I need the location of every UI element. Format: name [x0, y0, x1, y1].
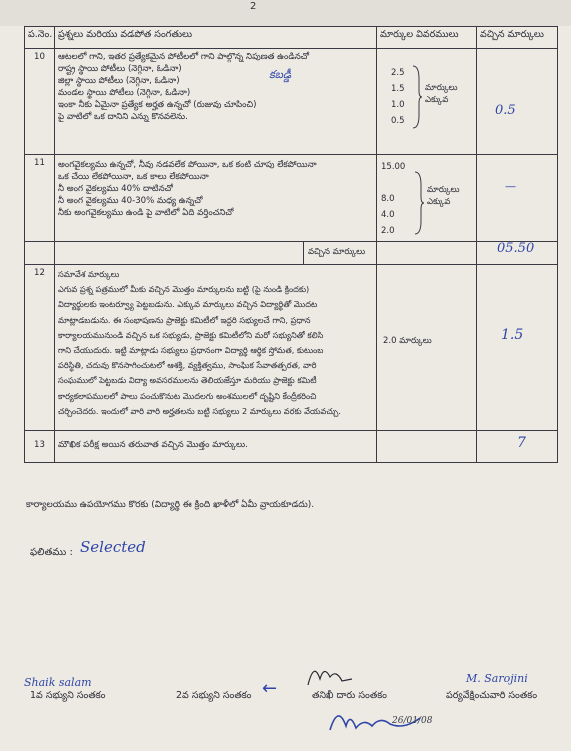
marks-desc-cell — [377, 431, 477, 463]
awarded-cell — [477, 265, 558, 431]
question-line: కార్యకలాపములలో పాలు పంచుకొనుట మొదలగు అంశములలో దృష్టిని కేంద్రీకరించి — [58, 390, 317, 401]
mark-value: 15.00 — [381, 162, 406, 172]
mark-value: 8.0 — [381, 194, 395, 204]
subtotal-empty-2 — [377, 242, 477, 265]
question-line: జిల్లా స్థాయి పోటీలు (నెగ్గినా, ఓడినా) — [58, 76, 180, 86]
marks-label: మార్కులు — [427, 185, 460, 195]
mark-value: 0.5 — [391, 116, 405, 126]
supervisor-signature: M. Sarojini — [466, 672, 528, 685]
mark-value: 2.0 — [381, 226, 395, 236]
awarded-cell — [477, 49, 558, 155]
marks-table — [24, 26, 558, 463]
section-title: సమావేశ మార్కులు — [58, 269, 120, 279]
result-label: ఫలితము : — [30, 547, 73, 558]
question-line: ఇంకా నీకు ఏమైనా ప్రత్యేక అర్హత ఉన్నచో (రుజువు చూపించి) — [58, 100, 257, 110]
top-strip — [0, 0, 571, 26]
awarded-value: 7 — [517, 435, 526, 451]
question-cell — [55, 431, 377, 463]
awarded-cell — [477, 155, 558, 242]
table-row-11 — [25, 155, 558, 242]
question-line: సంఘములో పెట్టబడు విద్యా అవసరములను తెలియజేస్తూ మరియు ప్రాజెక్టు కమిటీ — [58, 375, 317, 386]
mark-value: 4.0 — [381, 210, 395, 220]
date-stamp: 26/01/08 — [392, 716, 433, 726]
result-value: Selected — [80, 538, 146, 556]
header-marks-desc: మార్కుల వివరములు — [377, 27, 477, 49]
marks-label: మార్కులు — [425, 83, 458, 93]
marks-desc-cell — [377, 49, 477, 155]
page-number: 2 — [250, 1, 257, 12]
question-line: మాట్లాడబడును. ఈ సంభాషణను ప్రాజెక్టు కమిటీలో ఇద్దరి సభ్యులచే గాని, ప్రధాన — [58, 314, 311, 325]
awarded-value: — — [505, 180, 516, 193]
awarded-value: 1.5 — [501, 327, 524, 343]
table-row-10 — [25, 49, 558, 155]
subtotal-label: వచ్చిన మార్కులు — [303, 242, 377, 264]
question-line: పరిస్థితి, చదువు కొనసాగించుటలో ఆశక్తి, వ్యక్తిత్వము, సాంఘిక సేవాతత్పరత, వారి — [58, 360, 317, 371]
question-cell — [55, 265, 377, 431]
question-line: నీకు అంగవైకల్యము ఉండి పై వాటిలో ఏది వర్తించనిచో — [58, 208, 234, 218]
question-line: ఎగువ ప్రశ్న పత్రములో మీకు వచ్చిన మొత్తం మార్కులను బట్టి (పై నుండి క్రిందకు) — [58, 284, 310, 295]
brace-icon — [413, 171, 425, 235]
marks-label: ఎక్కువ — [425, 95, 449, 105]
row-number: 11 — [25, 155, 55, 242]
question-line: గాని చేయుదురు. ఇట్టి మాట్లాడు సభ్యులు ప్రధానంగా విద్యార్థి ఆర్థిక స్తోమత, కుటుంబ — [58, 345, 324, 356]
subtotal-label-cell — [55, 242, 377, 265]
table-header-row — [25, 27, 558, 49]
question-line: నీ అంగ వైకల్యము 40% దాటినచో — [58, 184, 173, 194]
mark-value: 2.0 మార్కులు — [383, 336, 432, 346]
subtotal-value-cell — [477, 242, 558, 265]
row-number: 12 — [25, 265, 55, 431]
header-marks-awarded: వచ్చిన మార్కులు — [477, 27, 558, 49]
marks-label: ఎక్కువ — [427, 197, 451, 207]
supervisor-label: పర్యవేక్షించువారి సంతకం — [446, 690, 538, 701]
mark-value: 1.5 — [391, 84, 405, 94]
question-line: ఆటలలో గాని, ఇతర ప్రత్యేకమైన పోటీలలో గాని పాల్గొన్న నిపుణత ఉండినచో — [58, 52, 310, 62]
question-line: చర్చించెదరు. ఇందులో వారి వారి అర్హతలను బట్టి సభ్యులు 2 మార్కులు వరకు వేయవచ్చు. — [58, 405, 341, 416]
row-number: 10 — [25, 49, 55, 155]
question-cell — [55, 155, 377, 242]
subtotal-empty — [25, 242, 55, 265]
question-line: విద్యార్థులకు ఇంటర్వ్యూ పెట్టబడును. ఎక్కువ మార్కులు వచ్చిన విద్యార్థితో మొదట — [58, 299, 318, 310]
question-line: మండల స్థాయి పోటీలు (నెగ్గినా, ఓడినా) — [58, 88, 191, 98]
member1-label: 1వ సభ్యుని సంతకం — [30, 690, 106, 701]
question-line: కార్యాలయమునుండి వచ్చిన ఒక సభ్యుడు, ప్రాజెక్టు కమిటీలోని మరో సభ్యునితో కలిసి — [58, 329, 324, 340]
question-line: నీ అంగ వైకల్యము 40-30% మధ్య ఉన్నచో — [58, 196, 203, 206]
marks-desc-cell — [377, 155, 477, 242]
subtotal-value: 05.50 — [497, 241, 535, 256]
arrow-icon: ← — [262, 678, 278, 699]
header-sno: ప.నెం. — [25, 27, 55, 49]
mark-value: 1.0 — [391, 100, 405, 110]
table-row-13 — [25, 431, 558, 463]
subtotal-row — [25, 242, 558, 265]
office-note: కార్యాలయము ఉపయోగము కొరకు (విద్యార్థి ఈ క్రింది ఖాళీలో ఏమీ వ్రాయకూడదు). — [26, 500, 315, 510]
question-line: పై వాటిలో ఒక దానిని ఎన్ను కొనవలెను. — [58, 112, 188, 122]
question-line: అంగవైకల్యము ఉన్నచో, నీవు నడవలేక పోయినా, ఒక కంటి చూపు లేకపోయినా — [58, 160, 317, 170]
member1-signature: Shaik salam — [24, 676, 92, 689]
header-question: ప్రశ్నలు మరియు వడపోత సంగతులు — [55, 27, 377, 49]
table-row-12 — [25, 265, 558, 431]
question-line: ఒక చేయి లేకపోయినా, ఒక కాలు లేకపోయినా — [58, 172, 209, 182]
inspector-signature-scribble — [300, 655, 360, 695]
handwritten-note: కబడ్డీ — [269, 68, 292, 81]
member2-label: 2వ సభ్యుని సంతకం — [176, 690, 252, 701]
question-cell — [55, 49, 377, 155]
awarded-cell — [477, 431, 558, 463]
mark-value: 2.5 — [391, 68, 405, 78]
marks-desc-cell — [377, 265, 477, 431]
row-number: 13 — [25, 431, 55, 463]
question-line: మౌఖిక పరీక్ష అయిన తరువాత వచ్చిన మొత్తం మార్కులు. — [58, 440, 248, 450]
awarded-value: 0.5 — [495, 103, 516, 118]
question-line: రాష్ట్ర స్థాయి పోటీలు (నెగ్గినా, ఓడినా) — [58, 64, 182, 74]
brace-icon — [411, 65, 423, 129]
inspector-label: తనిఖీ దారు సంతకం — [312, 690, 388, 701]
